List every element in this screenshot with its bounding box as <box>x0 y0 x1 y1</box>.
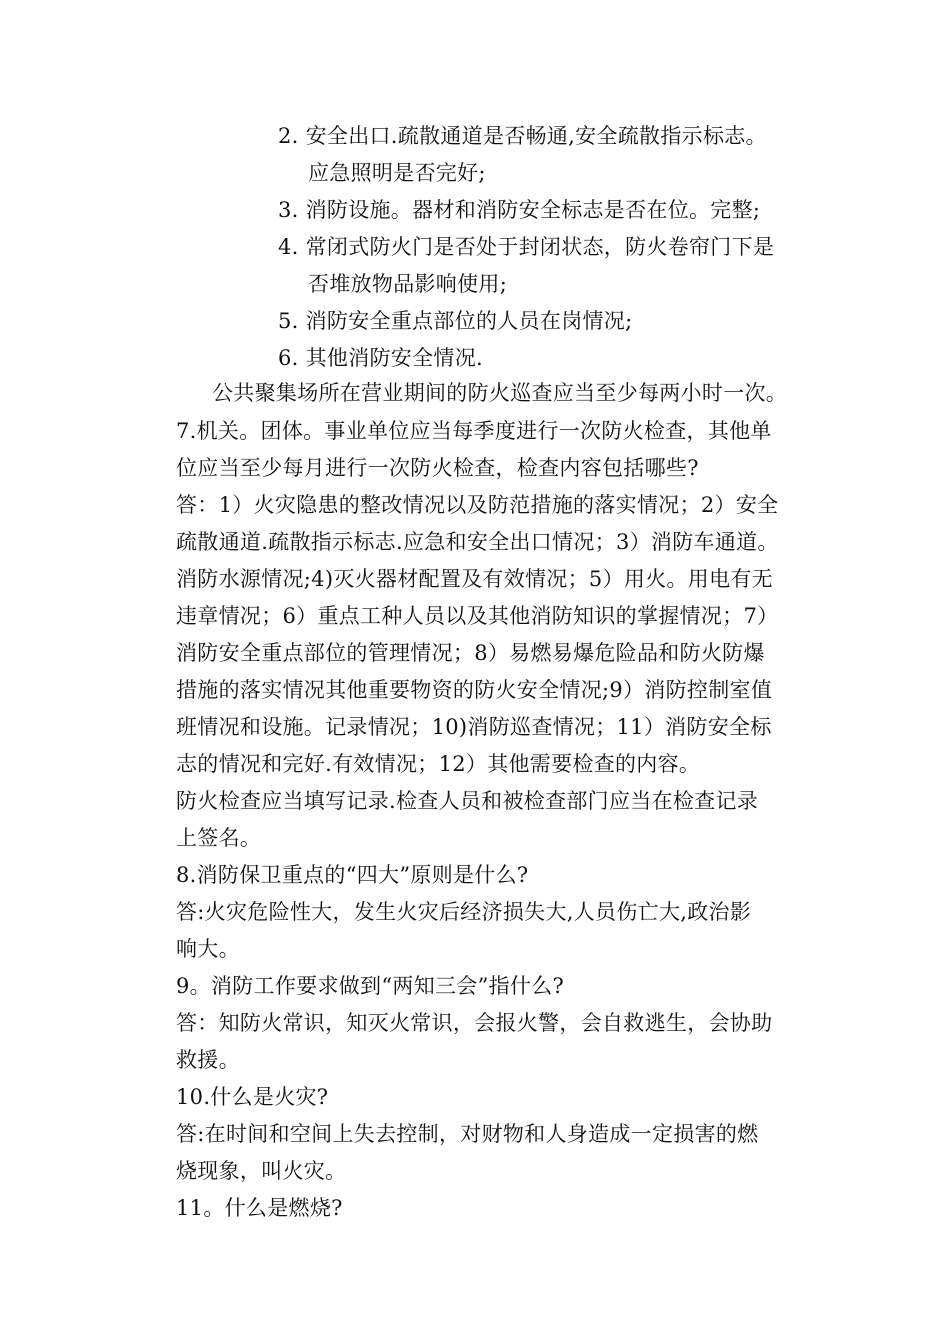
answer-9: 答：知防火常识，知灭火常识，会报火警，会自救逃生，会协助 <box>176 1011 773 1035</box>
answer-8: 答:火灾危险性大，发生火灾后经济损失大,人员伤亡大,政治影 <box>176 900 752 924</box>
answer-7-cont: 措施的落实情况其他重要物资的防火安全情况;9）消防控制室值 <box>176 678 773 702</box>
question-10: 10.什么是火灾? <box>176 1085 329 1109</box>
list-item-4-cont: 否堆放物品影响使用; <box>308 272 508 296</box>
list-item-4: 4. 常闭式防火门是否处于封闭状态，防火卷帘门下是 <box>278 235 775 259</box>
paragraph-line: 上签名。 <box>176 826 262 850</box>
answer-7-cont: 违章情况；6）重点工种人员以及其他消防知识的掌握情况；7） <box>176 604 779 628</box>
list-item-3: 3. 消防设施。器材和消防安全标志是否在位。完整; <box>278 198 761 222</box>
answer-7-cont: 志的情况和完好.有效情况；12）其他需要检查的内容。 <box>176 752 701 776</box>
answer-7-cont: 消防安全重点部位的管理情况；8）易燃易爆危险品和防火防爆 <box>176 641 765 665</box>
list-item-6: 6. 其他消防安全情况. <box>278 346 483 370</box>
question-7-cont: 位应当至少每月进行一次防火检查，检查内容包括哪些? <box>176 456 699 480</box>
answer-7-cont: 班情况和设施。记录情况；10)消防巡查情况；11）消防安全标 <box>176 715 772 739</box>
answer-10-cont: 烧现象，叫火灾。 <box>176 1159 347 1183</box>
answer-10: 答:在时间和空间上失去控制，对财物和人身造成一定损害的燃 <box>176 1122 759 1146</box>
list-item-2: 2. 安全出口.疏散通道是否畅通,安全疏散指示标志。 <box>278 124 767 148</box>
answer-8-cont: 响大。 <box>176 937 240 961</box>
list-item-5: 5. 消防安全重点部位的人员在岗情况; <box>278 309 633 333</box>
question-7: 7.机关。团体。事业单位应当每季度进行一次防火检查，其他单 <box>176 419 772 443</box>
answer-7-cont: 疏散通道.疏散指示标志.应急和安全出口情况；3）消防车通道。 <box>176 530 779 554</box>
paragraph-line: 防火检查应当填写记录.检查人员和被检查部门应当在检查记录 <box>176 789 759 813</box>
question-9: 9。消防工作要求做到“两知三会”指什么? <box>176 974 565 998</box>
question-11: 11。什么是燃烧? <box>176 1196 343 1220</box>
answer-7-cont: 消防水源情况;4)灭火器材配置及有效情况；5）用火。用电有无 <box>176 567 773 591</box>
paragraph-line: 公共聚集场所在营业期间的防火巡查应当至少每两小时一次。 <box>212 381 788 405</box>
list-item-2-cont: 应急照明是否完好; <box>308 161 486 185</box>
answer-7: 答：1）火灾隐患的整改情况以及防范措施的落实情况；2）安全 <box>176 493 779 517</box>
question-8: 8.消防保卫重点的“四大”原则是什么? <box>176 863 529 887</box>
answer-9-cont: 救援。 <box>176 1048 240 1072</box>
